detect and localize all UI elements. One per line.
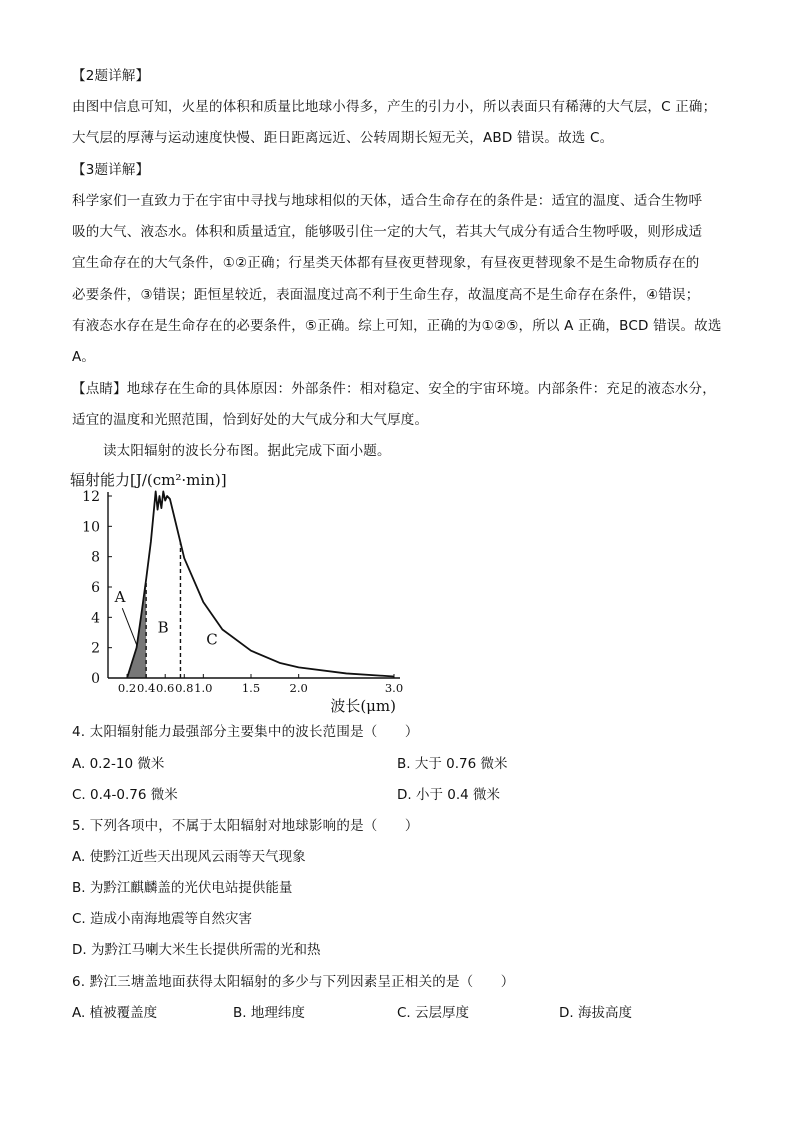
- region-b-label: B: [157, 618, 169, 637]
- q2-text-line-2: 大气层的厚薄与运动速度快慢、距日距离远近、公转周期长短无关，ABD 错误。故选 C。: [72, 130, 614, 146]
- x-tick-label: 1.5: [241, 681, 261, 695]
- region-c-label: C: [206, 630, 218, 649]
- y-tick-label: 4: [91, 610, 100, 627]
- y-tick-label: 10: [82, 519, 100, 536]
- x-tick-label: 3.0: [384, 681, 404, 695]
- q6-option-c[interactable]: C. 云层厚度: [397, 1005, 470, 1021]
- solar-radiation-chart: [66, 466, 406, 716]
- y-tick-label: 6: [91, 580, 100, 596]
- x-tick-label: 1.0: [194, 681, 213, 695]
- q5-option-d[interactable]: D. 为黔江马喇大米生长提供所需的光和热: [72, 942, 321, 958]
- x-tick-label: 0.6: [156, 681, 175, 695]
- q2-heading: 【2题详解】: [72, 68, 150, 84]
- q3-text-line-5: 有液态水存在是生命存在的必要条件，⑤正确。综上可知，正确的为①②⑤，所以 A 正确，BCD 错误。故选: [72, 318, 722, 334]
- q3-heading: 【3题详解】: [72, 162, 150, 178]
- q3-text-line-1: 科学家们一直致力于在宇宙中寻找与地球相似的天体，适合生命存在的条件是：适宜的温度、适合生物呼: [72, 193, 703, 209]
- question-6-stem: 6. 黔江三塘盖地面获得太阳辐射的多少与下列因素呈正相关的是（ ）: [72, 974, 515, 990]
- x-axis-title: 波长(μm): [330, 697, 396, 715]
- tip-line-2: 适宜的温度和光照范围，恰到好处的大气成分和大气厚度。: [72, 412, 429, 428]
- region-a-label: A: [114, 588, 126, 607]
- region-a-leader: [122, 608, 136, 644]
- chart-intro: 读太阳辐射的波长分布图。据此完成下面小题。: [103, 443, 391, 459]
- question-5-stem: 5. 下列各项中，不属于太阳辐射对地球影响的是（ ）: [72, 818, 419, 834]
- tip-line-1: 【点睛】地球存在生命的具体原因：外部条件：相对稳定、安全的宇宙环境。内部条件：充足的液态水分，: [72, 381, 716, 397]
- q5-option-b[interactable]: B. 为黔江麒麟盖的光伏电站提供能量: [72, 880, 293, 896]
- q4-option-c[interactable]: C. 0.4-0.76 微米: [72, 787, 178, 803]
- q4-option-a[interactable]: A. 0.2-10 微米: [72, 756, 165, 772]
- y-tick-label: 0: [91, 671, 100, 687]
- question-4-stem: 4. 太阳辐射能力最强部分主要集中的波长范围是（ ）: [72, 724, 419, 740]
- x-tick-label: 0.2: [117, 681, 137, 695]
- q2-text-line-1: 由图中信息可知，火星的体积和质量比地球小得多，产生的引力小，所以表面只有稀薄的大气层，C 正确；: [72, 99, 717, 115]
- y-tick-label: 8: [91, 549, 100, 566]
- q3-text-line-3: 宜生命存在的大气条件，①②正确；行星类天体都有昼夜更替现象，有昼夜更替现象不是生命物质存在的: [72, 255, 700, 271]
- x-tick-label: 2.0: [289, 681, 308, 695]
- q5-option-c[interactable]: C. 造成小南海地震等自然灾害: [72, 911, 253, 927]
- q5-option-a[interactable]: A. 使黔江近些天出现风云雨等天气现象: [72, 849, 306, 865]
- y-tick-label: 12: [82, 489, 100, 505]
- x-tick-label: 0.4: [136, 681, 156, 695]
- y-tick-label: 2: [91, 640, 100, 657]
- radiation-curve: [127, 491, 394, 678]
- q6-option-d[interactable]: D. 海拔高度: [559, 1005, 632, 1021]
- q3-text-line-6: A。: [72, 349, 96, 365]
- q4-option-d[interactable]: D. 小于 0.4 微米: [397, 787, 501, 803]
- q3-text-line-4: 必要条件，③错误；距恒星较近，表面温度过高不利于生命生存，故温度高不是生命存在条件，④错误；: [72, 287, 700, 303]
- q6-option-b[interactable]: B. 地理纬度: [233, 1005, 305, 1021]
- y-axis-title: 辐射能力[J/(cm²·min)]: [70, 471, 227, 489]
- q4-option-b[interactable]: B. 大于 0.76 微米: [397, 756, 508, 772]
- q3-text-line-2: 吸的大气、液态水。体积和质量适宜，能够吸引住一定的大气，若其大气成分有适合生物呼吸，则形成适: [72, 224, 703, 240]
- x-tick-label: 0.8: [175, 681, 194, 695]
- q6-option-a[interactable]: A. 植被覆盖度: [72, 1005, 158, 1021]
